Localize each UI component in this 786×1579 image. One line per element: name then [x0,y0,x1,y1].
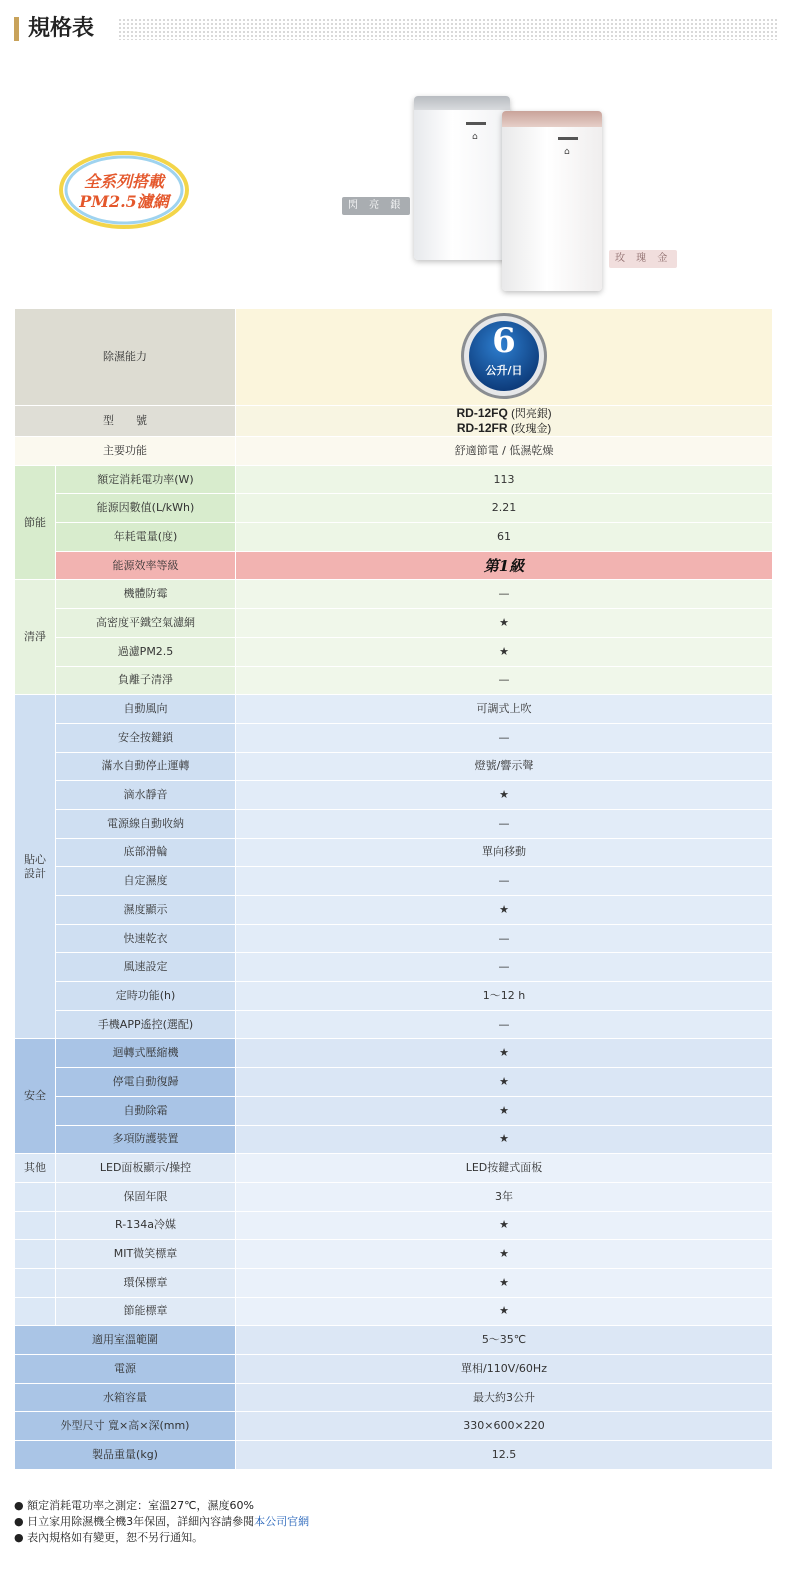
spec-label: 多項防護裝置 [56,1125,236,1154]
color-label-silver: 閃 亮 銀 [342,197,410,215]
spec-row [15,695,773,724]
spec-value: ★ [236,1125,773,1154]
spec-row [15,1412,773,1441]
product-image-silver: ⌂ [414,96,510,260]
spec-value: ★ [236,1240,773,1269]
spec-label: 過濾PM2.5 [56,637,236,666]
group-other: 其他 [15,1154,56,1183]
spec-value: 2.21 [236,494,773,523]
spec-value: 燈號/響示聲 [236,752,773,781]
model-code-1: RD-12FQ [456,406,508,420]
spec-row [15,1010,773,1039]
spec-row [15,1297,773,1326]
spec-value: 最大約3公升 [236,1383,773,1412]
spec-row [15,1154,773,1183]
spec-row [15,637,773,666]
spec-row [15,1355,773,1384]
spec-value: ★ [236,1211,773,1240]
spec-label: 迴轉式壓縮機 [56,1039,236,1068]
spec-row [15,465,773,494]
spec-label: 滴水靜音 [56,781,236,810]
spec-label: 風速設定 [56,953,236,982]
spec-row [15,523,773,552]
spec-label: 安全按鍵鎖 [56,723,236,752]
spec-label: 保固年限 [56,1182,236,1211]
spec-row [15,723,773,752]
spec-label: MIT微笑標章 [56,1240,236,1269]
spec-row [15,1068,773,1097]
capacity-label: 除濕能力 [15,309,236,406]
section-header [8,14,778,46]
spec-row [15,838,773,867]
spec-value: — [236,666,773,695]
spec-value: 5～35℃ [236,1326,773,1355]
spec-value: ★ [236,1297,773,1326]
header-dotted-rule [118,18,778,40]
spec-label: 自動除霜 [56,1096,236,1125]
spec-row [15,1039,773,1068]
spec-label: 環保標章 [56,1268,236,1297]
product-image-rose-gold: ⌂ [502,111,602,291]
spec-label: R-134a冷媒 [56,1211,236,1240]
spec-label: 負離子清淨 [56,666,236,695]
group-clean: 清淨 [15,580,56,695]
group-safety: 安全 [15,1039,56,1154]
spec-label: 快速乾衣 [56,924,236,953]
spec-value: 3年 [236,1182,773,1211]
spec-row [15,1182,773,1211]
spec-label: 手機APP遙控(選配) [56,1010,236,1039]
spec-row [15,896,773,925]
spec-label: 製品重量(kg) [15,1441,236,1470]
spec-label: 節能標章 [56,1297,236,1326]
footnote-2 [14,1514,309,1530]
spec-label: 濕度顯示 [56,896,236,925]
spec-label: 電源線自動收納 [56,809,236,838]
footnote-3: ● 表內規格如有變更，恕不另行通知。 [14,1531,204,1544]
spec-value: — [236,723,773,752]
spec-row [15,953,773,982]
spec-table [14,308,773,1470]
spec-row [15,1240,773,1269]
spec-row [15,666,773,695]
spec-value: 單相/110V/60Hz [236,1355,773,1384]
spec-row [15,580,773,609]
official-site-link[interactable]: 本公司官網 [254,1515,310,1528]
spec-row [15,1326,773,1355]
main-feature-value: 舒適節電 / 低濕乾燥 [236,437,773,466]
spec-label: 適用室溫範圍 [15,1326,236,1355]
spec-value: 12.5 [236,1441,773,1470]
spec-value: ★ [236,609,773,638]
spec-row [15,1096,773,1125]
spec-value: — [236,867,773,896]
spec-row [15,1211,773,1240]
group-care-line-2: 設計 [24,866,46,880]
spec-value: ★ [236,1039,773,1068]
spec-row [15,1441,773,1470]
capacity-value-cell [236,309,773,406]
badge-line-2: PM2.5濾網 [79,192,169,211]
energy-grade-value: 第1級 [236,551,773,580]
spec-value: ★ [236,781,773,810]
spec-row [15,867,773,896]
group-care-line-1: 貼心 [24,852,46,866]
capacity-row [15,309,773,406]
capacity-unit: 公升/日 [485,364,523,377]
group-energy: 節能 [15,465,56,580]
spec-row [15,752,773,781]
spec-row [15,809,773,838]
spec-value: — [236,1010,773,1039]
spec-value: ★ [236,1268,773,1297]
spec-label: LED面板顯示/操控 [56,1154,236,1183]
footnotes [14,1498,309,1546]
spec-label: 定時功能(h) [56,982,236,1011]
spec-label: 額定消耗電功率(W) [56,465,236,494]
spec-label: 外型尺寸 寬×高×深(mm) [15,1412,236,1441]
footnote-1: ● 額定消耗電功率之測定：室溫27℃，濕度60% [14,1499,254,1512]
spec-value: — [236,809,773,838]
spec-value: — [236,580,773,609]
spec-value: ★ [236,1096,773,1125]
spec-row [15,982,773,1011]
spec-value: 330×600×220 [236,1412,773,1441]
spec-label: 滿水自動停止運轉 [56,752,236,781]
spec-row [15,1125,773,1154]
model-label: 型 號 [15,406,236,437]
spec-row [15,924,773,953]
spec-value: LED按鍵式面板 [236,1154,773,1183]
spec-row [15,494,773,523]
model-code-2: RD-12FR [456,421,508,435]
spec-label: 能源效率等級 [56,551,236,580]
spec-row [15,1383,773,1412]
model-color-1: (閃亮銀) [511,408,552,420]
spec-label: 高密度平鐵空氣濾網 [56,609,236,638]
spec-value: ★ [236,637,773,666]
pm25-filter-badge [58,150,190,230]
main-feature-label: 主要功能 [15,437,236,466]
spec-label: 自定濕度 [56,867,236,896]
spec-label: 停電自動復歸 [56,1068,236,1097]
spec-label: 能源因數值(L/kWh) [56,494,236,523]
spec-value: 可調式上吹 [236,695,773,724]
spec-value: ★ [236,1068,773,1097]
spec-value: — [236,924,773,953]
spec-value: 113 [236,465,773,494]
capacity-badge [459,311,549,401]
spec-value: 單向移動 [236,838,773,867]
spec-row [15,1268,773,1297]
spec-value: 1～12 h [236,982,773,1011]
spec-value: ★ [236,896,773,925]
color-label-rose-gold: 玫 瑰 金 [609,250,677,268]
spec-row [15,609,773,638]
spec-label: 水箱容量 [15,1383,236,1412]
spec-label: 機體防霉 [56,580,236,609]
group-care [15,695,56,1039]
model-color-2: (玫瑰金) [510,423,552,435]
spec-label: 自動風向 [56,695,236,724]
capacity-number: 6 [492,321,516,361]
main-feature-row [15,437,773,466]
spec-label: 年耗電量(度) [56,523,236,552]
page-title: 規格表 [28,16,95,41]
footnote-2-text: ● 日立家用除濕機全機3年保固，詳細內容請參閱 [14,1515,255,1528]
spec-row [15,781,773,810]
spec-value: — [236,953,773,982]
model-row [15,406,773,437]
title-accent-bar [14,17,19,41]
model-value [236,406,773,437]
spec-row [15,551,773,580]
spec-label: 底部滑輪 [56,838,236,867]
badge-line-1: 全系列搭載 [83,172,164,191]
spec-label: 電源 [15,1355,236,1384]
spec-value: 61 [236,523,773,552]
